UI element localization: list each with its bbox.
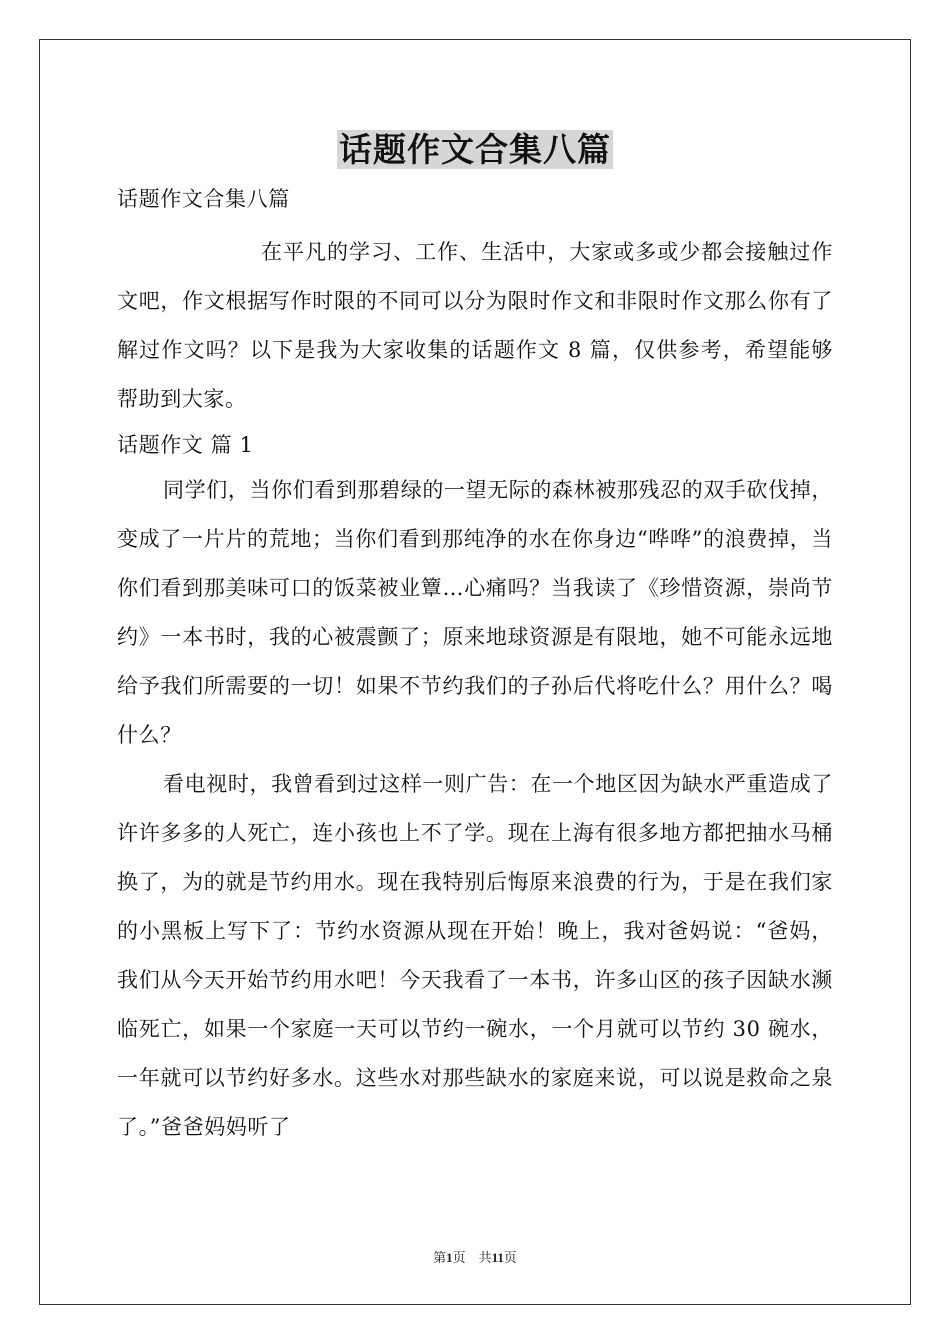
page-footer [0,1247,950,1266]
footer-page-current: 1 [446,1250,453,1265]
body-paragraph-1: 同学们，当你们看到那碧绿的一望无际的森林被那残忍的双手砍伐掉，变成了一片片的荒地；当你们看到那纯净的水在你身边“哗哗”的浪费掉，当你们看到那美味可口的饭菜被业簟…心痛吗？当我读了《珍惜资源，崇尚节约》一本书时，我的心被震颤了；原来地球资源是有限地，她不可能永远地给予我们所需要的一切！如果不节约我们的子孙后代将吃什么？用什么？喝什么？ [117,478,833,747]
footer-page-suffix: 页 [503,1250,517,1265]
section-heading: 话题作文 篇 1 [117,433,254,457]
document-body [117,178,833,1152]
body-paragraph-2: 看电视时，我曾看到过这样一则广告：在一个地区因为缺水严重造成了许许多多的人死亡，连小孩也上不了学。现在上海有很多地方都把抽水马桶换了，为的就是节约用水。现在我特别后悔原来浪费的行为，于是在我们家的小黑板上写下了：节约水资源从现在开始！晚上，我对爸妈说：“爸妈，我们从今天开始节约用水吧！今天我看了一本书，许多山区的孩子因缺水濒临死亡，如果一个家庭一天可以节约一碗水，一个月就可以节约 30 碗水，一年就可以节约好多水。这些水对那些缺水的家庭来说，可以说是救命之泉了。”爸爸妈妈听了 [117,772,833,1139]
document-title-text: 话题作文合集八篇 [339,130,611,169]
document-title [0,126,950,174]
footer-page-mid: 页 共 [452,1250,492,1265]
footer-page-total: 11 [491,1250,504,1265]
document-subtitle: 话题作文合集八篇 [117,187,290,211]
footer-page-prefix: 第 [433,1250,447,1265]
intro-paragraph: 在平凡的学习、工作、生活中，大家或多或少都会接触过作文吧，作文根据写作时限的不同可以分为限时作文和非限时作文那么你有了解过作文吗？以下是我为大家收集的话题作文 8 篇，仅供参考，希望能够帮助到大家。 [117,240,833,411]
